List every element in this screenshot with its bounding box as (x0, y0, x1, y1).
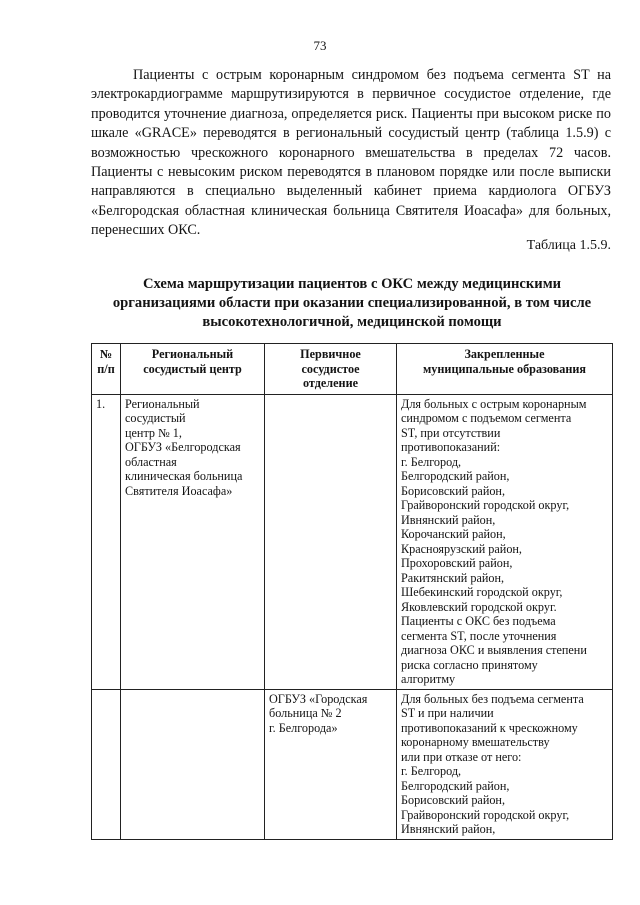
header-municipalities: Закрепленные муниципальные образования (397, 344, 613, 395)
table-header-row (92, 344, 613, 395)
row-number (92, 689, 121, 839)
municipalities-cell: Для больных с острым коронарным синдромом с подъемом сегмента ST, при отсутствии противопоказаний: г. Белгород, Белгородский район, Борисовский район, Грайворонский городской округ, Ивнянский район, Корочанский район, Красноярузский район, Прохоровский район, Ракитянский район, Шебекинский городской округ, Яковлевский городской округ. Пациенты с ОКС без подъема сегмента ST, после уточнения диагноза ОКС и выявления степени риска согласно принятому алгоритму (397, 394, 613, 689)
primary-department-cell (265, 394, 397, 689)
regional-center-cell (121, 689, 265, 839)
header-regional-center: Региональный сосудистый центр (121, 344, 265, 395)
table-caption: Таблица 1.5.9. (526, 238, 611, 253)
page-number: 73 (313, 38, 327, 53)
table-row (92, 394, 613, 689)
regional-center-cell: Региональный сосудистый центр № 1, ОГБУЗ «Белгородская областная клиническая больница Святителя Иоасафа» (121, 394, 265, 689)
header-number: № п/п (92, 344, 121, 395)
table-row (92, 689, 613, 839)
primary-department-cell: ОГБУЗ «Городская больница № 2 г. Белгорода» (265, 689, 397, 839)
header-primary-department: Первичное сосудистое отделение (265, 344, 397, 395)
routing-table (91, 343, 613, 840)
table-title: Схема маршрутизации пациентов с ОКС между медицинскими организациями области при оказании специализированной, в том числе высокотехнологичной, медицинской помощи (112, 276, 592, 330)
intro-paragraph: Пациенты с острым коронарным синдромом без подъема сегмента ST на электрокардиограмме маршрутизируются в первичное сосудистое отделение, где проводится уточнение диагноза, определяется риск. Пациенты при высоком риске по шкале «GRACE» переводятся в региональный сосудистый центр (таблица 1.5.9) с возможностью чрескожного коронарного вмешательства в пределах 72 часов. Пациенты с невысоким риском переводятся в плановом порядке или после выписки направляются в специально выделенный кабинет приема кардиолога ОГБУЗ «Белгородская областная клиническая больница Святителя Иоасафа» для больных, перенесших ОКС. (91, 67, 611, 239)
row-number: 1. (92, 394, 121, 689)
municipalities-cell: Для больных без подъема сегмента ST и при наличии противопоказаний к чрескожному коронарному вмешательству или при отказе от него: г. Белгород, Белгородский район, Борисовский район, Грайворонский городской округ, Ивнянский район, (397, 689, 613, 839)
